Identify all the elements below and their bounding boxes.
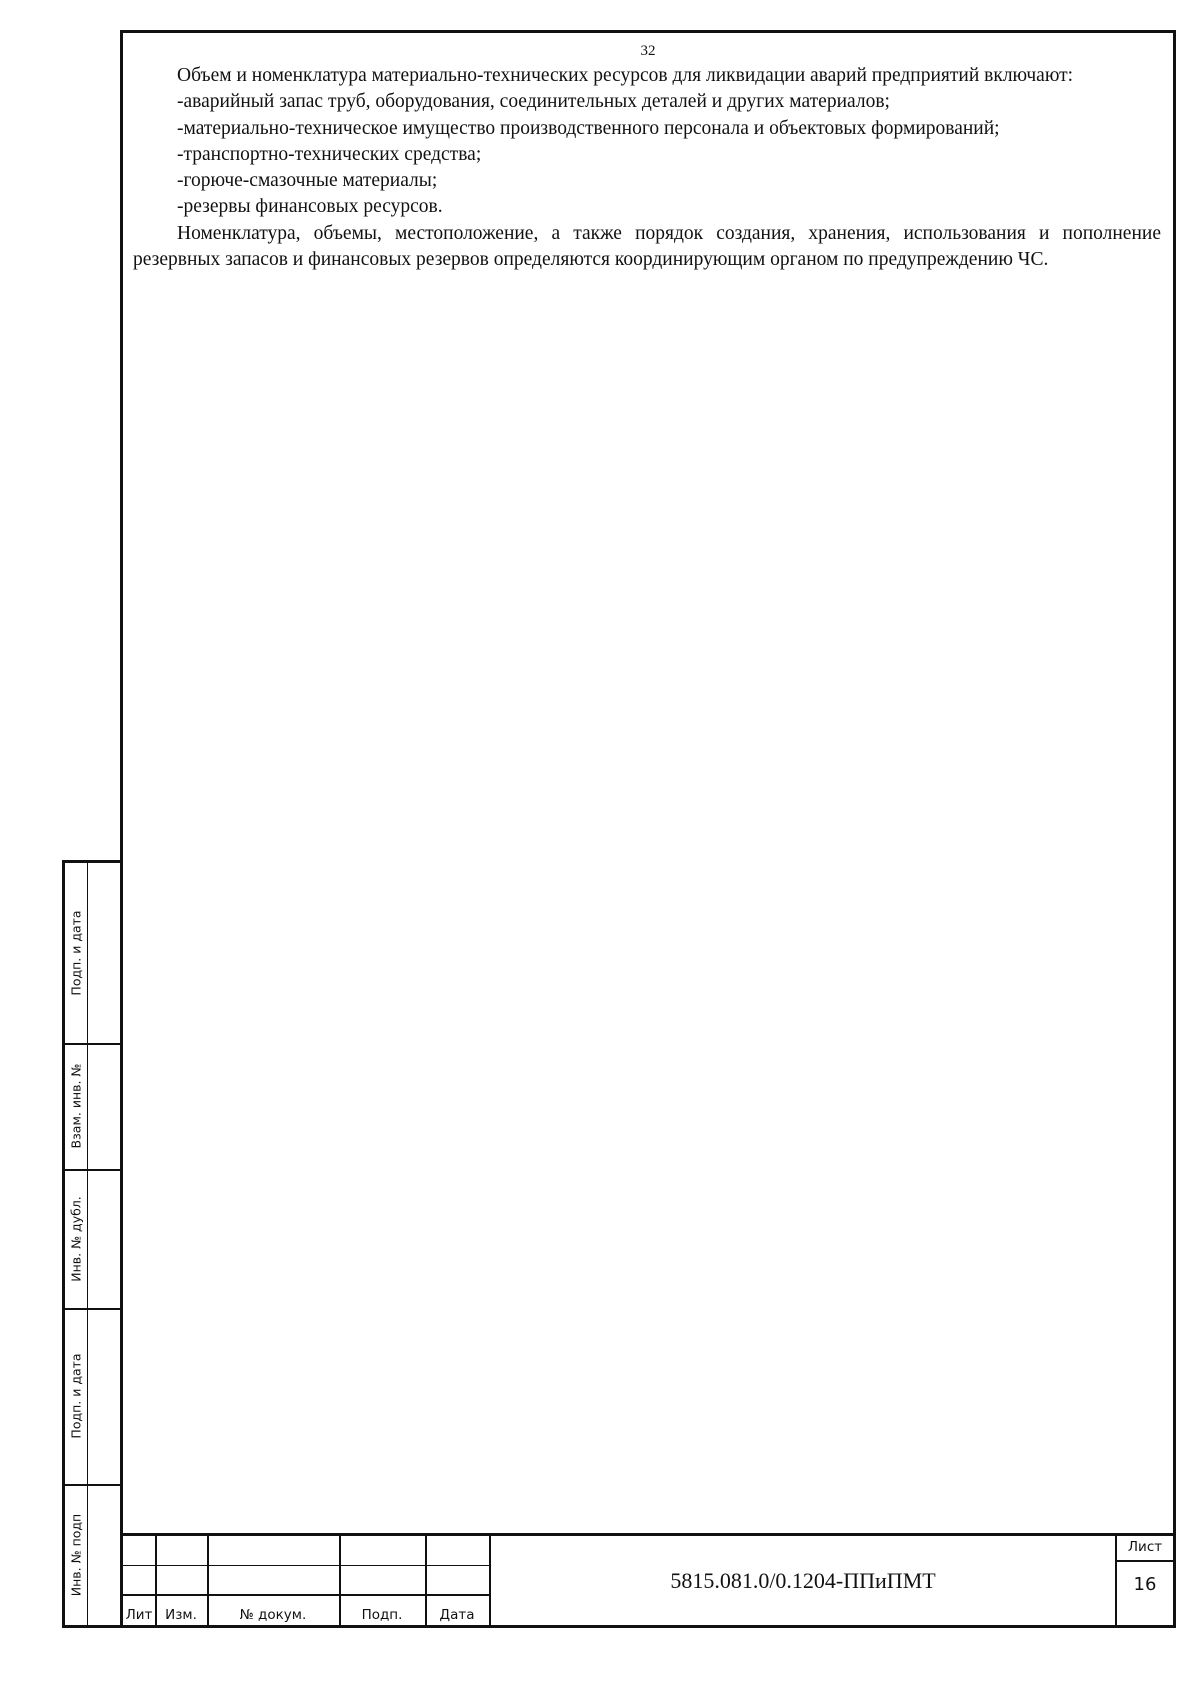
body-text	[133, 63, 1161, 273]
paragraph-7: Номенклатура, объемы, местоположение, а также порядок создания, хранения, использования и пополнение резервных запасов и финансовых резервов определяются координирующим органом по предупреждению ЧС.	[133, 222, 1161, 271]
tb-column-izm	[155, 1536, 209, 1625]
side-cell-dup-inv	[65, 1169, 87, 1308]
paragraph-2: -аварийный запас труб, оборудования, соединительных деталей и других материалов;	[177, 91, 890, 113]
tb-column-sign	[339, 1536, 427, 1625]
paragraph-6: -резервы финансовых ресурсов.	[177, 196, 443, 218]
paragraph-3: -материально-техническое имущество производственного персонала и объектовых формирований;	[177, 117, 1000, 139]
side-cell-replace-inv	[65, 1043, 87, 1169]
tb-row-line	[123, 1565, 491, 1566]
tb-label-date: Дата	[439, 1607, 475, 1623]
tb-label-sign: Подп.	[361, 1607, 403, 1623]
tb-label-izm: Изм.	[165, 1607, 197, 1623]
tb-row-line	[123, 1594, 491, 1596]
tb-column-date	[425, 1536, 491, 1625]
paragraph-5: -горюче-смазочные материалы;	[177, 170, 438, 192]
side-label-orig-inv: Инв. № подп	[68, 1513, 84, 1596]
side-binding-strip	[62, 860, 120, 1628]
drawing-frame	[120, 30, 1176, 1628]
page-number: 32	[640, 43, 656, 59]
tb-column-doc	[207, 1536, 341, 1625]
sheet-number: 16	[1133, 1574, 1157, 1595]
paragraph-4: -транспортно-технических средства;	[177, 143, 482, 165]
tb-label-doc: № докум.	[239, 1607, 307, 1623]
title-block	[123, 1533, 1173, 1625]
document-code: 5815.081.0/0.1204-ППиПМТ	[670, 1567, 936, 1593]
side-cell-sign-date-2	[65, 1308, 87, 1484]
side-label-dup-inv: Инв. № дубл.	[68, 1195, 84, 1282]
tb-column-lit	[123, 1536, 157, 1625]
paragraph-1: Объем и номенклатура материально-технических ресурсов для ликвидации аварий предприятий включают:	[177, 65, 1074, 86]
side-strip-divider	[87, 863, 120, 1625]
side-label-replace-inv: Взам. инв. №	[68, 1063, 84, 1149]
side-label-sign-date-2: Подп. и дата	[68, 1353, 84, 1439]
sheet-box	[1115, 1536, 1173, 1625]
tb-label-lit: Лит	[125, 1607, 153, 1623]
sheet-separator	[1117, 1560, 1173, 1562]
side-cell-sign-date-1	[65, 863, 87, 1043]
sheet-label: Лист	[1127, 1539, 1163, 1555]
side-label-sign-date-1: Подп. и дата	[68, 910, 84, 996]
side-cell-orig-inv	[65, 1484, 87, 1625]
